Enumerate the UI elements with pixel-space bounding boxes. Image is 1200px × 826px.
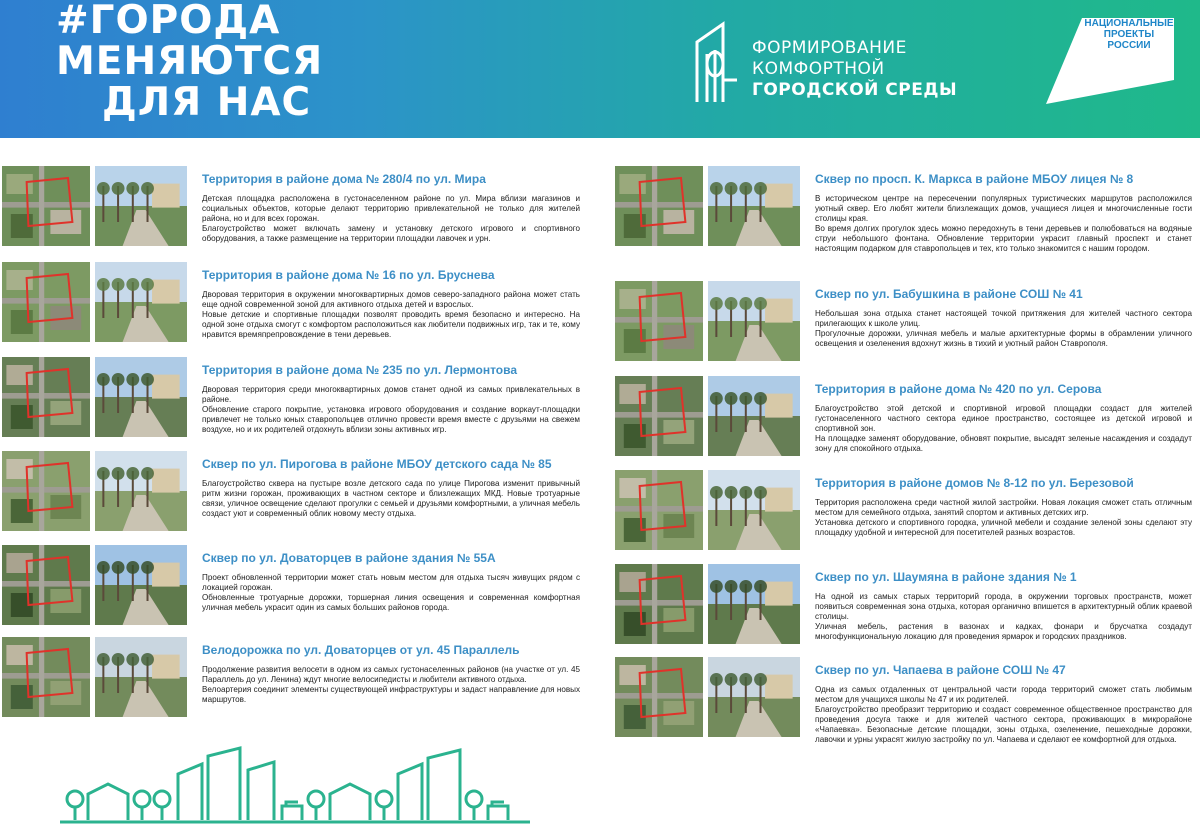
project-title: Сквер по ул. Пирогова в районе МБОУ детского сада № 85 xyxy=(202,457,552,471)
hashtag-line: #ГОРОДА xyxy=(56,0,281,43)
project-description xyxy=(202,479,580,519)
description-paragraph: В историческом центре на пересечении популярных туристических маршрутов расположился уютный сквер. Его любят жители близлежащих домов, учащиеся лицея и многочисленные гости столицы края. xyxy=(815,194,1192,223)
aerial-map-image xyxy=(615,376,703,456)
aerial-map-image xyxy=(2,262,90,342)
description-paragraph: Проект обновленной территории может стать новым местом для отдыха тысяч живущих рядом с локацией горожан. xyxy=(202,573,580,592)
description-paragraph: Во время долгих прогулок здесь можно передохнуть в тени деревьев и полюбоваться на водяные струи небольшого фонтана. Обновление территории украсит главный проспект и станет настоящим подарком для ставропольцев и тех, кто только знакомится с нашим городом. xyxy=(815,224,1192,253)
description-paragraph: Благоустройство сквера на пустыре возле детского сада по улице Пирогова изменит привычный ритм жизни горожан, проживающих в частном секторе и близлежащих МКД. Новые тротуарные связи, уличное освещение сделают прогулки с семьей и друзьями комфортными, а уличная мебель создаст уют и современный облик новому месту отдыха. xyxy=(202,479,580,518)
aerial-map-image xyxy=(615,281,703,361)
aerial-map-image xyxy=(2,451,90,531)
description-paragraph: Уличная мебель, растения в вазонах и кадках, фонари и брусчатка создадут многофункциональную локацию для проведения ярмарок и городских праздников. xyxy=(815,622,1192,641)
description-paragraph: Прогулочные дорожки, уличная мебель и малые архитектурные формы в обрамлении уличного освещения и озеленения вдохнут жизнь в тихий и уютный район Ставрополя. xyxy=(815,329,1192,348)
project-description xyxy=(202,385,580,435)
description-paragraph: Благоустройство может включать замену и установку детского игрового и спортивного оборудования, а также размещение на территории площадки лавочек и урн. xyxy=(202,224,580,243)
project-item xyxy=(2,545,580,631)
project-item xyxy=(2,166,580,252)
project-description xyxy=(815,404,1192,454)
program-line: ГОРОДСКОЙ СРЕДЫ xyxy=(752,80,958,100)
site-photo-image xyxy=(95,637,187,717)
description-paragraph: Одна из самых отдаленных от центральной части города территорий сможет стать любимым местом для учащихся школы № 47 и их родителей. xyxy=(815,685,1192,704)
site-photo-image xyxy=(708,376,800,456)
aerial-map-image xyxy=(2,637,90,717)
description-paragraph: Дворовая территория в окружении многоквартирных домов северо-западного района может стать еще одной современной зоной для активного отдыха детей и взрослых. xyxy=(202,290,580,309)
project-title: Территория в районе дома № 420 по ул. Серова xyxy=(815,382,1102,396)
project-description xyxy=(815,592,1192,642)
site-photo-image xyxy=(95,357,187,437)
project-description xyxy=(202,573,580,613)
aerial-map-image xyxy=(2,166,90,246)
site-photo-image xyxy=(708,281,800,361)
np-line: РОССИИ xyxy=(1107,40,1151,51)
project-title: Сквер по ул. Доваторцев в районе здания № 55А xyxy=(202,551,496,565)
project-title: Сквер по ул. Чапаева в районе СОШ № 47 xyxy=(815,663,1066,677)
site-photo-image xyxy=(708,564,800,644)
project-item xyxy=(615,376,1192,462)
description-paragraph: На одной из самых старых территорий города, в окружении торговых пространств, может появиться современная зона отдыха, которая органично впишется в архитектурный облик краевой столицы. xyxy=(815,592,1192,621)
program-line: ФОРМИРОВАНИЕ xyxy=(752,38,907,58)
project-title: Территория в районе дома № 16 по ул. Бруснева xyxy=(202,268,495,282)
project-item xyxy=(615,564,1192,650)
description-paragraph: На площадке заменят оборудование, обновят покрытие, высадят зеленые насаждения и создадут зону для спокойного отдыха. xyxy=(815,434,1192,453)
header-banner xyxy=(0,0,1200,138)
site-photo-image xyxy=(708,657,800,737)
comfortable-environment-logo-icon xyxy=(693,20,743,104)
description-paragraph: Детская площадка расположена в густонаселенном районе по ул. Мира вблизи магазинов и социальных объектов, которые делают территорию привлекательной не только для жителей района, но и для всех горожан. xyxy=(202,194,580,223)
hashtag-slogan xyxy=(56,0,323,123)
program-line: КОМФОРТНОЙ xyxy=(752,59,885,79)
project-item xyxy=(615,281,1192,367)
project-description xyxy=(815,685,1192,745)
project-item xyxy=(2,357,580,443)
project-item xyxy=(2,262,580,348)
project-item xyxy=(2,637,580,723)
project-item xyxy=(615,657,1192,743)
aerial-map-image xyxy=(615,470,703,550)
description-paragraph: Дворовая территория среди многоквартирных домов станет одной из самых привлекательных в районе. xyxy=(202,385,580,404)
project-item xyxy=(615,166,1192,252)
site-photo-image xyxy=(95,262,187,342)
site-photo-image xyxy=(708,166,800,246)
project-title: Территория в районе дома № 235 по ул. Лермонтова xyxy=(202,363,518,377)
site-photo-image xyxy=(95,451,187,531)
project-description xyxy=(815,309,1192,349)
description-paragraph: Благоустройство этой детской и спортивной игровой площадки создаст для жителей густонаселенного частного сектора единое пространство, состоящее из детской игровой и спортивной зон. xyxy=(815,404,1192,433)
np-line: ПРОЕКТЫ xyxy=(1103,29,1155,40)
project-description xyxy=(202,665,580,705)
project-title: Территория в районе дома № 280/4 по ул. Мира xyxy=(202,172,486,186)
project-title: Сквер по просп. К. Маркса в районе МБОУ лицея № 8 xyxy=(815,172,1134,186)
project-description xyxy=(202,194,580,244)
description-paragraph: Небольшая зона отдыха станет настоящей точкой притяжения для жителей частного сектора прилегающих к школе улиц. xyxy=(815,309,1192,328)
description-paragraph: Велоартерия соединит элементы существующей инфраструктуры и задаст направление для новых маршрутов. xyxy=(202,685,580,704)
program-title xyxy=(752,38,957,101)
description-paragraph: Новые детские и спортивные площадки позволят проводить время безопасно и интересно. На одной зоне отдыха смогут с комфортом расположиться как любители подвижных игр, так и те, кому нравится времяпрепровождение в тени деревьев. xyxy=(202,310,580,339)
project-item xyxy=(615,470,1192,556)
site-photo-image xyxy=(95,545,187,625)
city-skyline-icon xyxy=(60,744,530,824)
description-paragraph: Обновление старого покрытие, установка игрового оборудования и создание воркаут-площадки привлечет не только юных ставропольцев отлично провести время вместе с друзьями на свежем воздухе, но и их родителей отдохнуть вблизи зоны активных игр. xyxy=(202,405,580,434)
site-photo-image xyxy=(708,470,800,550)
aerial-map-image xyxy=(2,545,90,625)
national-projects-title xyxy=(1084,18,1174,51)
description-paragraph: Благоустройство преобразит территорию и создаст современное общественное пространство для проведения досуга также и для жителей частного сектора, проживающих в микрорайоне «Чапаевка». Безопасные детские площадки, зоны отдыха, озеленение, пешеходные дорожки, лавочки и урны украсят жилую застройку по ул. Чапаева и сделают ее комфортной для отдыха. xyxy=(815,705,1192,744)
project-description xyxy=(815,194,1192,254)
project-title: Велодорожка по ул. Доваторцев от ул. 45 Параллель xyxy=(202,643,520,657)
project-description xyxy=(202,290,580,340)
aerial-map-image xyxy=(615,564,703,644)
hashtag-line: МЕНЯЮТСЯ xyxy=(56,39,324,84)
description-paragraph: Обновленные тротуарные дорожки, торшерная линия освещения и современная комфортная уличная мебель украсит один из самых больших районов города. xyxy=(202,593,580,612)
site-photo-image xyxy=(95,166,187,246)
aerial-map-image xyxy=(615,657,703,737)
aerial-map-image xyxy=(2,357,90,437)
description-paragraph: Установка детского и спортивного городка, уличной мебели и создание зеленой зоны сделают эту площадку удобной и интересной для посетителей разных возрастов. xyxy=(815,518,1192,537)
hashtag-line: ДЛЯ НАС xyxy=(102,80,312,125)
project-title: Территория в районе домов № 8-12 по ул. Березовой xyxy=(815,476,1134,490)
description-paragraph: Территория расположена среди частной жилой застройки. Новая локация сможет стать отличным местом для семейного отдыха, занятий спортом и активных детских игр. xyxy=(815,498,1192,517)
project-description xyxy=(815,498,1192,538)
project-title: Сквер по ул. Шаумяна в районе здания № 1 xyxy=(815,570,1077,584)
np-line: НАЦИОНАЛЬНЫЕ xyxy=(1084,18,1174,29)
project-item xyxy=(2,451,580,537)
project-title: Сквер по ул. Бабушкина в районе СОШ № 41 xyxy=(815,287,1083,301)
description-paragraph: Продолжение развития велосети в одном из самых густонаселенных районов (на участке от ул. 45 Параллель до ул. Ленина) ждут многие велосипедисты и любители активного отдыха. xyxy=(202,665,580,684)
aerial-map-image xyxy=(615,166,703,246)
